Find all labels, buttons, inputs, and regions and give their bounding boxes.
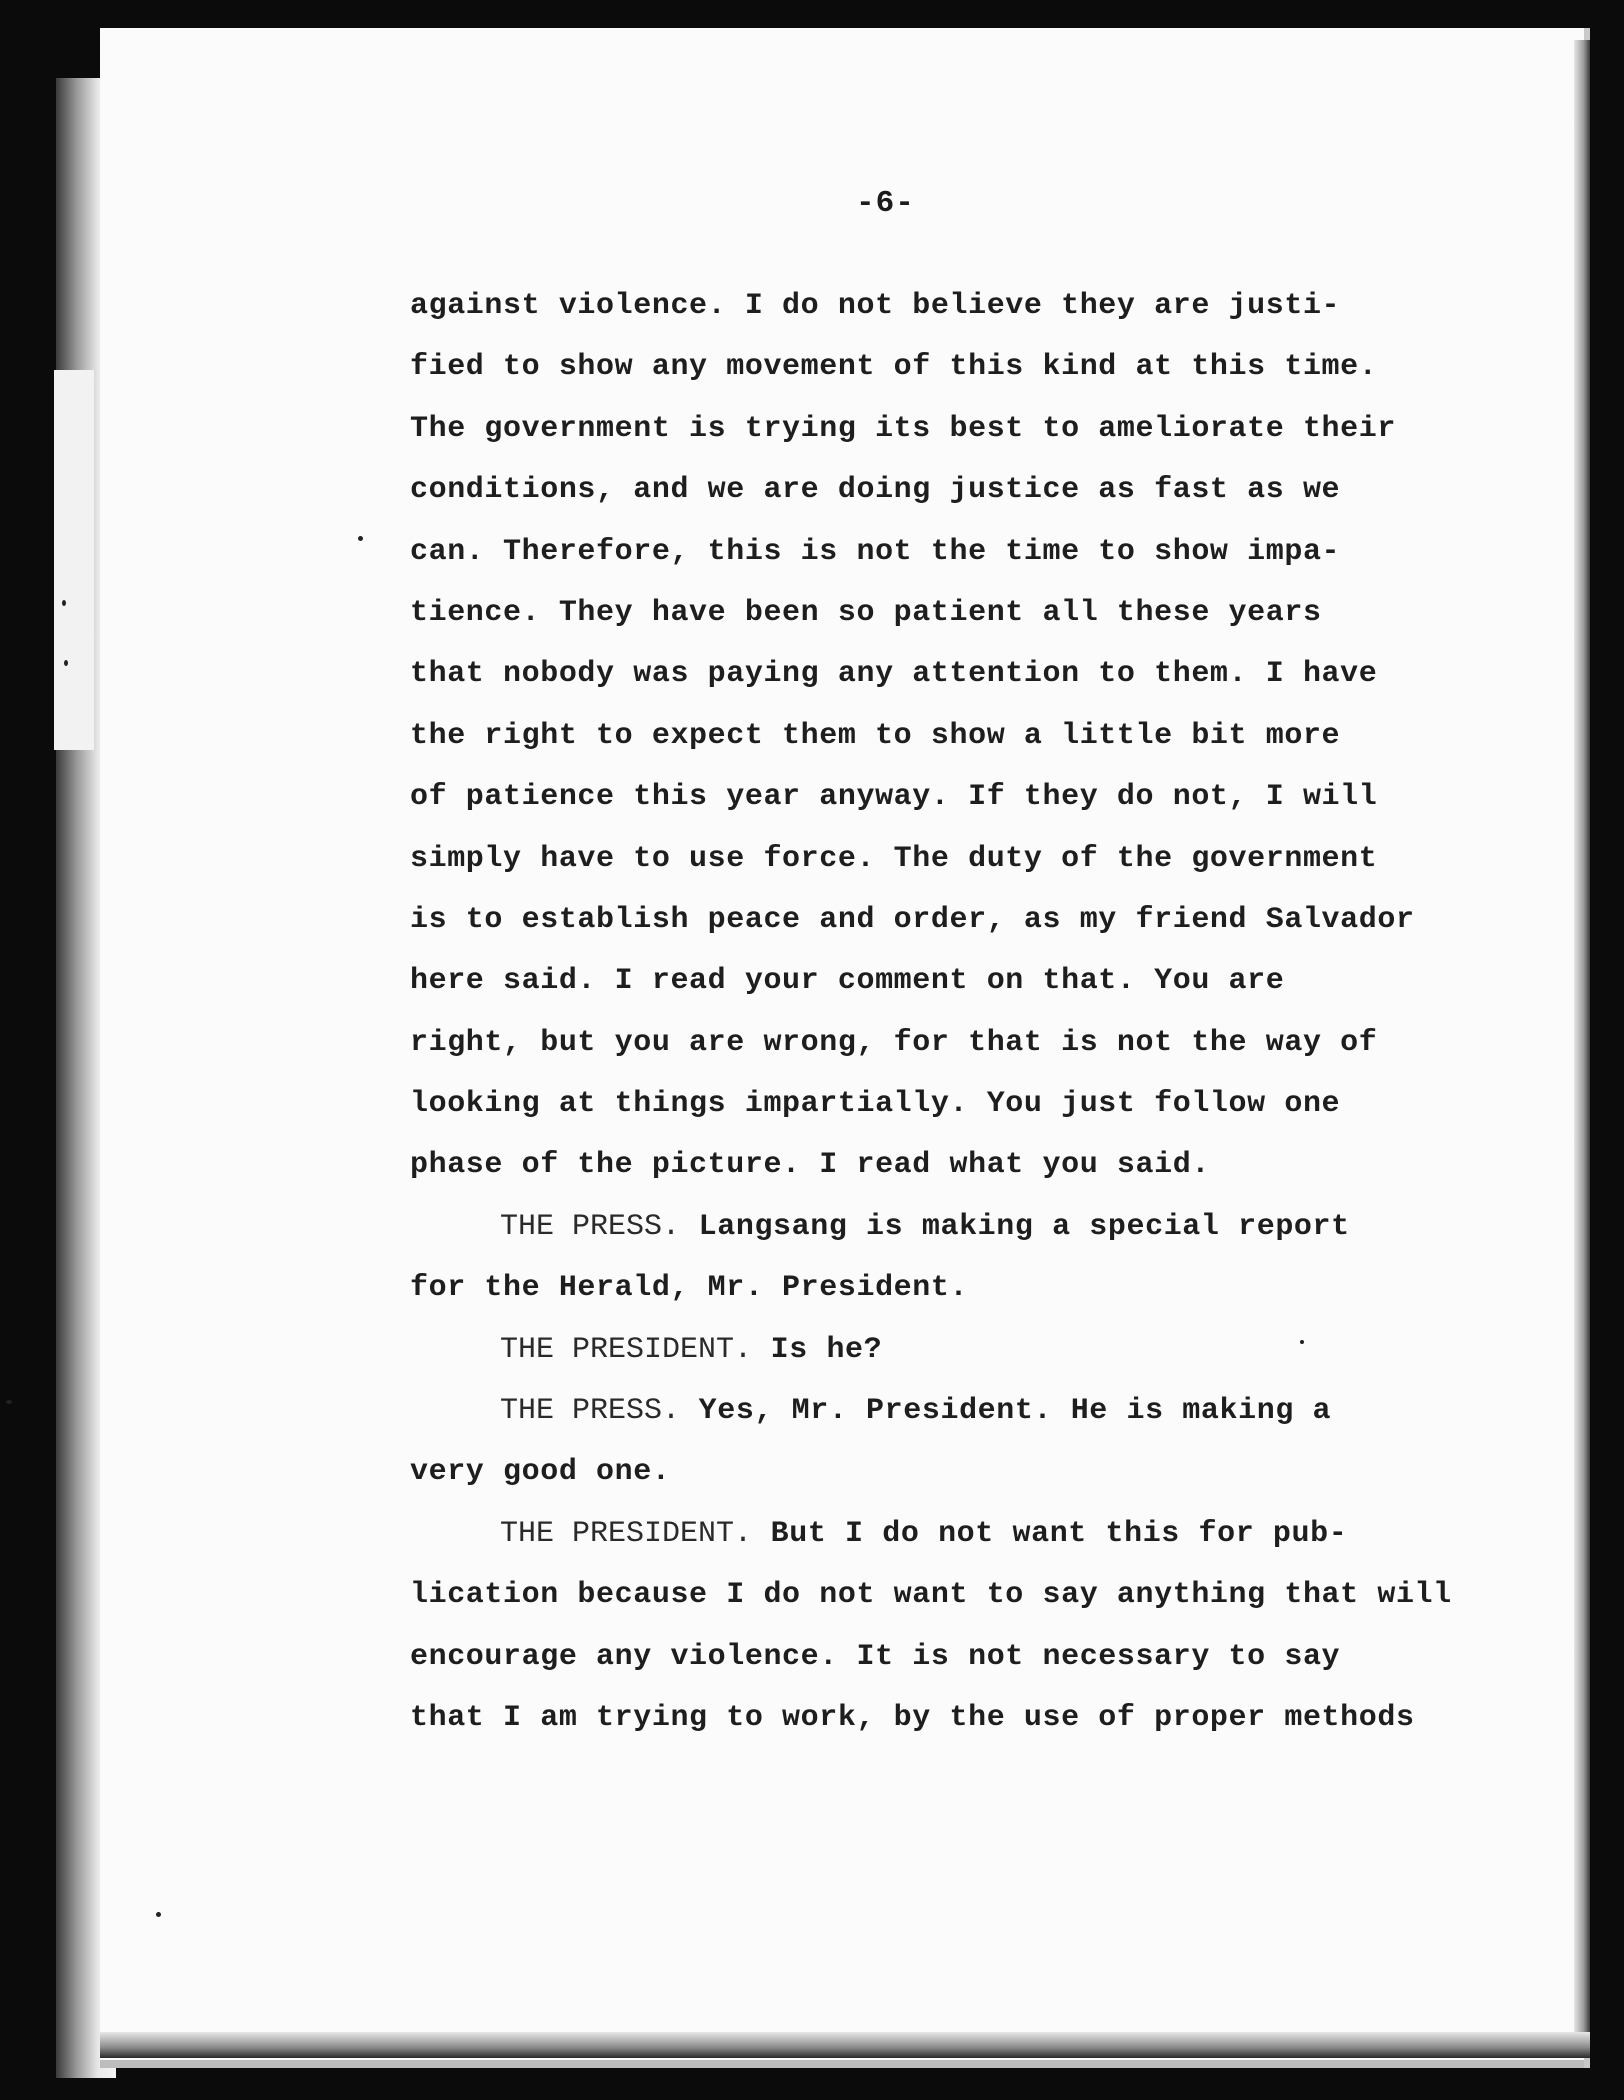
- scan-speck: [62, 600, 66, 606]
- scan-speck: [156, 1912, 161, 1917]
- line-text: But I do not want this for pub-: [752, 1516, 1348, 1551]
- transcript-line: [410, 829, 1520, 890]
- line-text: lication because I do not want to say anything that will: [410, 1578, 1452, 1613]
- transcript-body: [410, 276, 1520, 1749]
- line-text: The government is trying its best to ameliorate their: [410, 411, 1396, 446]
- transcript-line: [410, 1504, 1520, 1565]
- line-text: that nobody was paying any attention to them. I have: [410, 657, 1378, 692]
- line-text: can. Therefore, this is not the time to show impa-: [410, 534, 1341, 569]
- sheet-bottom-edge: [100, 2032, 1590, 2058]
- transcript-line: [410, 890, 1520, 951]
- speaker-label: THE PRESIDENT.: [500, 1516, 753, 1551]
- line-text: Yes, Mr. President. He is making a: [680, 1394, 1332, 1429]
- transcript-line: [410, 1442, 1520, 1503]
- line-text: right, but you are wrong, for that is not the way of: [410, 1025, 1378, 1060]
- transcript-line: [410, 1565, 1520, 1626]
- line-text: Langsang is making a special report: [680, 1209, 1350, 1244]
- transcript-line: [410, 276, 1520, 337]
- line-text: the right to expect them to show a little bit more: [410, 718, 1341, 753]
- speaker-label: THE PRESS.: [500, 1209, 681, 1244]
- transcript-line: [410, 1381, 1520, 1442]
- underlying-sheet-tab: [54, 370, 94, 750]
- transcript-line: [410, 951, 1520, 1012]
- scan-speck: [1300, 1340, 1304, 1344]
- line-text: Is he?: [752, 1332, 883, 1367]
- line-text: that I am trying to work, by the use of proper methods: [410, 1700, 1415, 1735]
- line-text: very good one.: [410, 1455, 671, 1490]
- line-text: for the Herald, Mr. President.: [410, 1271, 969, 1306]
- transcript-line: [410, 1135, 1520, 1196]
- line-text: looking at things impartially. You just follow one: [410, 1087, 1341, 1122]
- transcript-line: [410, 1320, 1520, 1381]
- transcript-line: [410, 460, 1520, 521]
- scan-speck: [64, 660, 68, 666]
- line-text: of patience this year anyway. If they do not, I will: [410, 780, 1378, 815]
- transcript-line: [410, 1627, 1520, 1688]
- transcript-line: [410, 1688, 1520, 1749]
- scan-speck: [358, 536, 363, 541]
- transcript-line: [410, 706, 1520, 767]
- line-text: here said. I read your comment on that. You are: [410, 964, 1285, 999]
- line-text: encourage any violence. It is not necessary to say: [410, 1639, 1341, 1674]
- transcript-line: [410, 522, 1520, 583]
- transcript-line: [410, 1258, 1520, 1319]
- line-text: against violence. I do not believe they are justi-: [410, 289, 1341, 323]
- line-text: phase of the picture. I read what you said.: [410, 1148, 1210, 1183]
- line-text: simply have to use force. The duty of the government: [410, 841, 1378, 876]
- line-text: fied to show any movement of this kind at this time.: [410, 350, 1378, 385]
- transcript-line: [410, 337, 1520, 398]
- transcript-line: [410, 644, 1520, 705]
- transcript-line: [410, 399, 1520, 460]
- transcript-line: [410, 1013, 1520, 1074]
- page-number: -6-: [856, 186, 915, 221]
- line-text: tience. They have been so patient all these years: [410, 595, 1322, 630]
- transcript-line: [410, 583, 1520, 644]
- line-text: conditions, and we are doing justice as fast as we: [410, 473, 1341, 508]
- sheet-right-edge: [1574, 40, 1590, 2050]
- line-text: is to establish peace and order, as my friend Salvador: [410, 902, 1415, 937]
- scan-speck: [6, 1400, 12, 1404]
- speaker-label: THE PRESIDENT.: [500, 1332, 753, 1367]
- transcript-line: [410, 1074, 1520, 1135]
- transcript-line: [410, 767, 1520, 828]
- speaker-label: THE PRESS.: [500, 1394, 681, 1429]
- transcript-line: [410, 1197, 1520, 1258]
